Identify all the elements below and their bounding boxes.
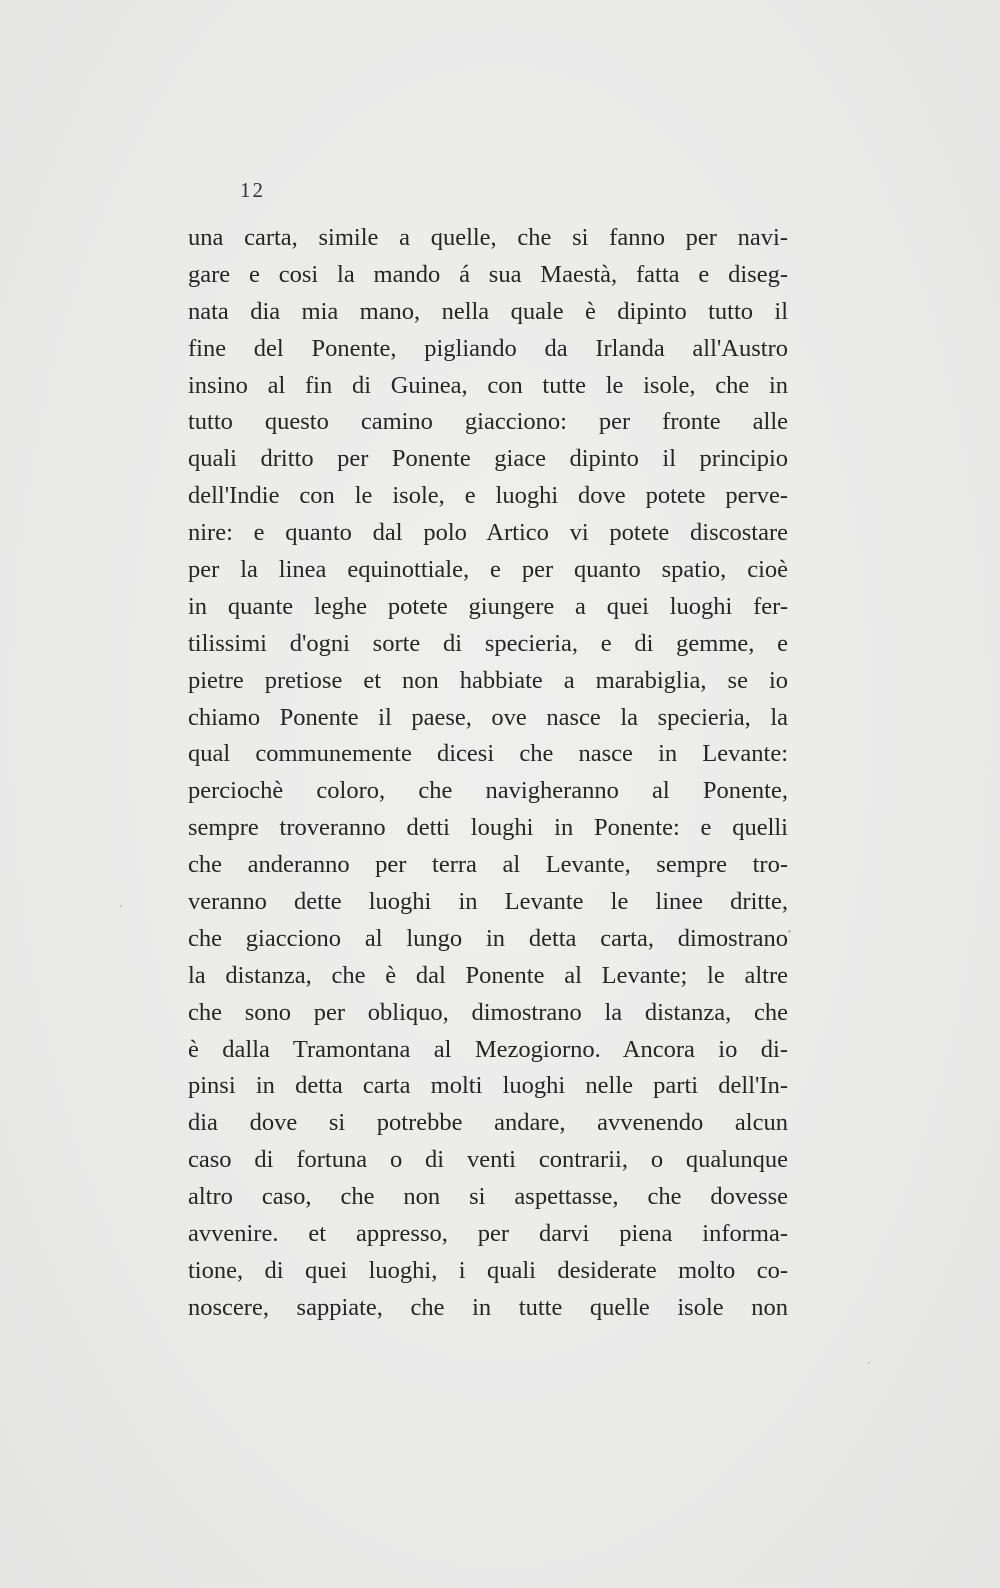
paper-speck xyxy=(868,1362,870,1364)
text-line: nata dia mia mano, nella quale è dipinto tutto il xyxy=(188,297,788,325)
text-line: noscere, sappiate, che in tutte quelle isole non xyxy=(188,1293,788,1321)
text-line: è dalla Tramontana al Mezogiorno. Ancora io di- xyxy=(188,1035,788,1063)
text-line: dell'Indie con le isole, e luoghi dove potete perve- xyxy=(188,482,788,510)
text-line: che giacciono al lungo in detta carta, dimostrano xyxy=(188,924,788,952)
paper-speck xyxy=(788,930,791,933)
text-line: che sono per obliquo, dimostrano la distanza, che xyxy=(188,998,788,1026)
text-line: quali dritto per Ponente giace dipinto il principio xyxy=(188,445,788,473)
page-number: 12 xyxy=(240,178,265,202)
text-line: tione, di quei luoghi, i quali desiderate molto co- xyxy=(188,1256,788,1284)
text-line: la distanza, che è dal Ponente al Levante; le altre xyxy=(188,961,788,989)
text-line: pinsi in detta carta molti luoghi nelle parti dell'In- xyxy=(188,1072,788,1100)
text-line: dia dove si potrebbe andare, avvenendo alcun xyxy=(188,1109,788,1137)
text-line: che anderanno per terra al Levante, sempre tro- xyxy=(188,851,788,879)
text-line: caso di fortuna o di venti contrarii, o qualunque xyxy=(188,1146,788,1174)
text-line: sempre troveranno detti loughi in Ponente: e quelli xyxy=(188,814,788,842)
text-line: una carta, simile a quelle, che si fanno per navi- xyxy=(188,224,788,251)
text-line: nire: e quanto dal polo Artico vi potete discostare xyxy=(188,519,788,547)
paper-speck xyxy=(120,905,122,907)
text-line: per la linea equinottiale, e per quanto spatio, cioè xyxy=(188,556,788,584)
text-line: chiamo Ponente il paese, ove nasce la specieria, la xyxy=(188,703,788,731)
text-line: perciochè coloro, che navigheranno al Ponente, xyxy=(188,777,788,805)
text-line: fine del Ponente, pigliando da Irlanda all'Austro xyxy=(188,334,788,362)
text-line: in quante leghe potete giungere a quei luoghi fer- xyxy=(188,592,788,620)
text-line: altro caso, che non si aspettasse, che dovesse xyxy=(188,1183,788,1211)
text-line: pietre pretiose et non habbiate a marabiglia, se io xyxy=(188,666,788,694)
text-line: insino al fin di Guinea, con tutte le isole, che in xyxy=(188,371,788,399)
text-line: avvenire. et appresso, per darvi piena informa- xyxy=(188,1220,788,1248)
text-line: tutto questo camino giacciono: per fronte alle xyxy=(188,408,788,436)
text-line: qual communemente dicesi che nasce in Levante: xyxy=(188,740,788,768)
text-line: veranno dette luoghi in Levante le linee dritte, xyxy=(188,888,788,916)
text-line: gare e cosi la mando á sua Maestà, fatta e diseg- xyxy=(188,260,788,288)
body-text xyxy=(188,220,788,1327)
text-line: tilissimi d'ogni sorte di specieria, e di gemme, e xyxy=(188,629,788,657)
